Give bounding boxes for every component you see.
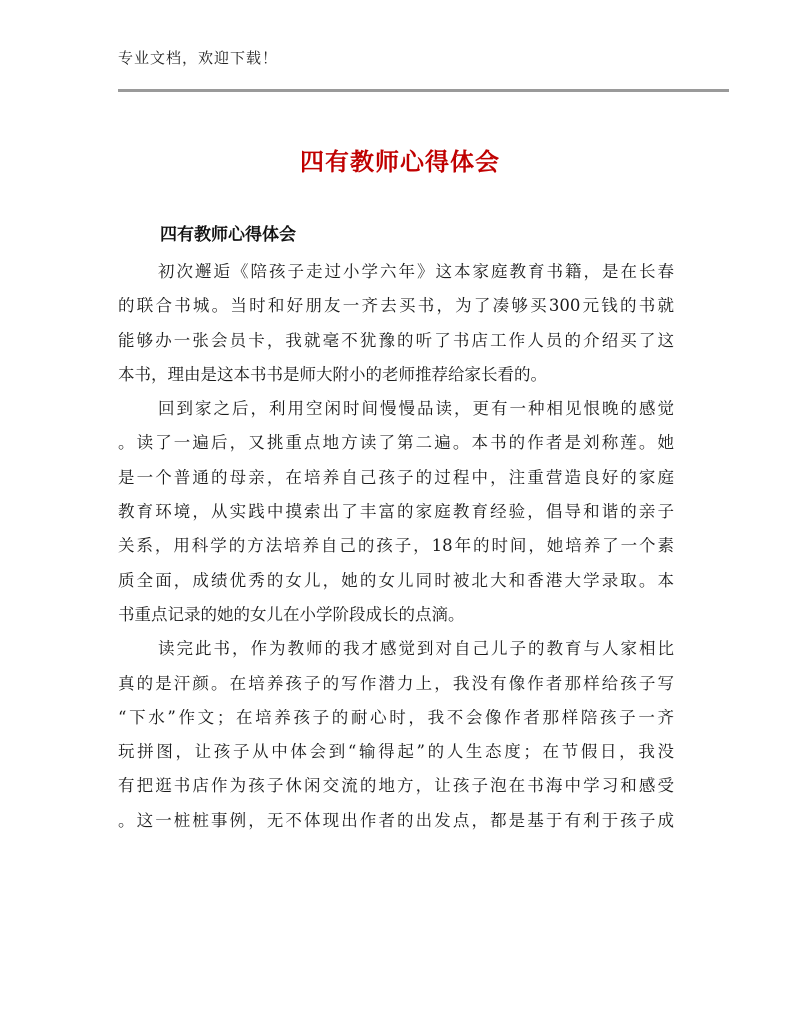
paragraph-1-line-3: 能够办一张会员卡，我就毫不犹豫的听了书店工作人员的介绍买了这 bbox=[118, 330, 674, 350]
paragraph-3-line-6: 。这一桩桩事例，无不体现出作者的出发点，都是基于有利于孩子成 bbox=[118, 810, 674, 830]
paragraph-3-line-1: 读完此书，作为教师的我才感觉到对自己儿子的教育与人家相比 bbox=[158, 639, 674, 659]
paragraph-2-line-7: 书重点记录的她的女儿在小学阶段成长的点滴。 bbox=[118, 604, 465, 624]
paragraph-3-line-4: 玩拼图，让孩子从中体会到“输得起”的人生态度；在节假日，我没 bbox=[118, 742, 674, 762]
paragraph-1-line-4: 本书，理由是这本书书是师大附小的老师推荐给家长看的。 bbox=[118, 364, 547, 384]
section-heading: 四有教师心得体会 bbox=[160, 225, 296, 245]
paragraph-2-line-3: 是一个普通的母亲，在培养自己孩子的过程中，注重营造良好的家庭 bbox=[118, 467, 674, 487]
paragraph-2-line-5: 关系，用科学的方法培养自己的孩子，18年的时间，她培养了一个素 bbox=[118, 536, 674, 556]
paragraph-2-line-1: 回到家之后，利用空闲时间慢慢品读，更有一种相见恨晚的感觉 bbox=[158, 399, 674, 419]
paragraph-2-line-4: 教育环境，从实践中摸索出了丰富的家庭教育经验，倡导和谐的亲子 bbox=[118, 502, 674, 522]
paragraph-1-line-2: 的联合书城。当时和好朋友一齐去买书，为了凑够买300元钱的书就 bbox=[118, 296, 674, 316]
paragraph-3-line-3: “下水”作文；在培养孩子的耐心时，我不会像作者那样陪孩子一齐 bbox=[118, 707, 674, 727]
body-text bbox=[118, 255, 674, 838]
document-title: 四有教师心得体会 bbox=[300, 148, 500, 176]
page-header-text: 专业文档，欢迎下载！ bbox=[118, 49, 279, 67]
header-divider bbox=[118, 89, 729, 92]
paragraph-1-line-1: 初次邂逅《陪孩子走过小学六年》这本家庭教育书籍，是在长春 bbox=[158, 262, 674, 281]
paragraph-3-line-2: 真的是汗颜。在培养孩子的写作潜力上，我没有像作者那样给孩子写 bbox=[118, 673, 674, 693]
paragraph-3-line-5: 有把逛书店作为孩子休闲交流的地方，让孩子泡在书海中学习和感受 bbox=[118, 776, 674, 796]
paragraph-2-line-6: 质全面，成绩优秀的女儿，她的女儿同时被北大和香港大学录取。本 bbox=[118, 570, 674, 590]
paragraph-2-line-2: 。读了一遍后，又挑重点地方读了第二遍。本书的作者是刘称莲。她 bbox=[118, 433, 674, 453]
